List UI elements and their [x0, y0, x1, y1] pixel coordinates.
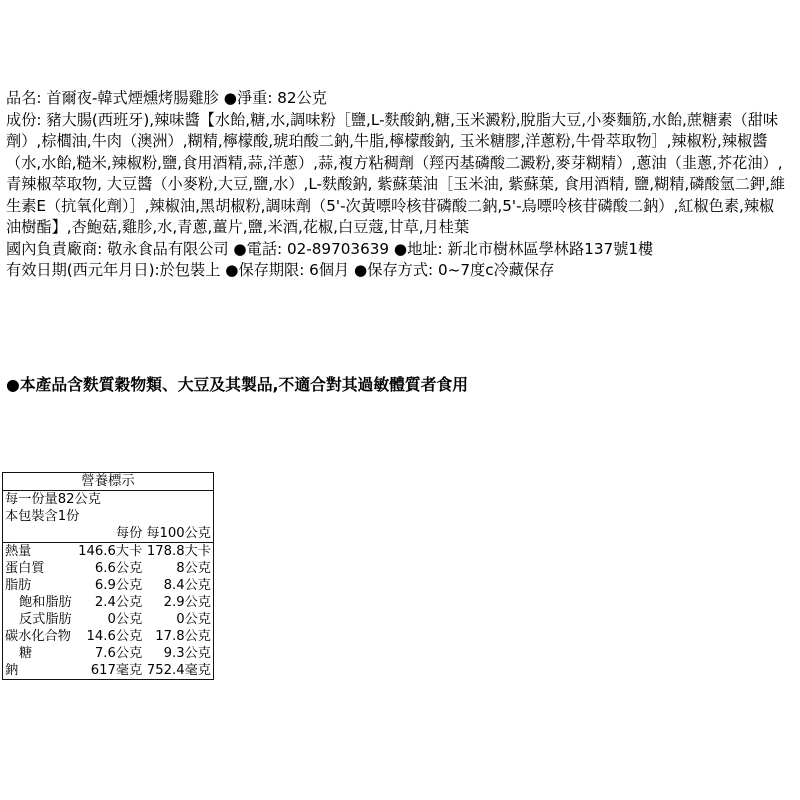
nutrient-per-100g: 178.8大卡: [146, 544, 211, 559]
nutrition-col-per-serving: 每份: [76, 525, 144, 543]
nutrition-col-blank: [3, 525, 76, 543]
nutrient-per-100g: 2.9公克: [163, 595, 211, 610]
servings-per-container: 本包裝含1份: [5, 509, 80, 524]
nutrition-facts-table: [2, 472, 214, 680]
nutrient-label: 鈉: [5, 663, 19, 678]
expiry-storage-line: 有效日期(西元年月日):於包裝上 ●保存期限: 6個月 ●保存方式: 0~7度c冷藏保存: [6, 261, 555, 279]
ingredients-line: 成份: 豬大腸(西班牙),辣味醬【水飴,糖,水,調味粉［鹽,L-麩酸鈉,糖,玉米澱粉,脫脂大豆,小麥麵筋,水飴,蔗糖素（甜味劑）,棕櫚油,牛肉（澳洲）,糊精,檸檬酸,琥珀酸二鈉,牛脂,檸檬酸鈉, 玉米糖膠,洋蔥粉,牛骨萃取物］,辣椒粉,辣椒醬（水,水飴,糙米,辣椒粉,鹽,食用酒精,蒜,洋蔥）,蒜,複方粘稠劑（羥丙基磷酸二澱粉,麥芽糊精）,蔥油（韭蔥,芥花油）,青辣椒萃取物, 大豆醬（小麥粉,大豆,鹽,水）,L-麩酸鈉, 紫蘇葉油［玉米油, 紫蘇葉, 食用酒精, 鹽,糊精,磷酸氫二鉀,維生素E（抗氧化劑）］,辣椒油,黑胡椒粉,調味劑（5'-次黃嘌呤核苷磷酸二鈉,5'-烏嘌呤核苷磷酸二鈉）,紅椒色素,辣椒油樹酯】,杏鮑菇,雞胗,水,青蔥,薑片,鹽,米酒,花椒,白豆蔻,甘草,月桂葉: [6, 110, 786, 236]
nutrient-per-100g: 752.4毫克: [146, 663, 211, 678]
table-row: [3, 662, 213, 679]
nutrient-label: 反式脂肪: [19, 612, 72, 627]
nutrient-label: 飽和脂肪: [19, 595, 72, 610]
nutrient-label: 糖: [19, 646, 33, 661]
table-row: [3, 560, 213, 577]
nutrient-per-serving: 6.6公克: [94, 561, 143, 576]
manufacturer-line: 國內負責廠商: 敬永食品有限公司 ●電話: 02-89703639 ●地址: 新北市樹林區學林路137號1樓: [6, 239, 654, 258]
nutrient-per-serving: 6.9公克: [94, 578, 143, 593]
nutrient-label: 碳水化合物: [5, 629, 71, 644]
nutrient-per-100g: 9.3公克: [163, 646, 211, 661]
nutrient-per-serving: 146.6大卡: [78, 544, 143, 559]
nutrient-label: 蛋白質: [5, 561, 45, 576]
allergen-warning: ●本產品含麩質穀物類、大豆及其製品,不適合對其過敏體質者食用: [6, 375, 469, 394]
table-row: [3, 611, 213, 628]
product-name-line: 品名: 首爾夜-韓式煙燻烤腸雞胗 ●淨重: 82公克: [6, 89, 327, 107]
nutrition-col-per-100g: 每100公克: [146, 526, 211, 541]
nutrient-per-100g: 0公克: [176, 612, 211, 627]
table-row: [3, 594, 213, 611]
table-row: [3, 645, 213, 662]
nutrient-per-serving: 14.6公克: [86, 629, 143, 644]
table-row: [3, 628, 213, 645]
nutrient-per-100g: 17.8公克: [155, 629, 211, 644]
nutrient-label: 熱量: [5, 544, 32, 559]
nutrient-per-serving: 0公克: [107, 612, 143, 627]
nutrient-label: 脂肪: [5, 578, 32, 593]
table-row: [3, 543, 213, 561]
table-row: [3, 577, 213, 594]
nutrient-per-100g: 8.4公克: [163, 578, 211, 593]
nutrition-title: 營養標示: [3, 473, 213, 491]
product-info-block: [6, 88, 786, 282]
nutrient-per-serving: 617毫克: [90, 663, 143, 678]
nutrient-per-serving: 2.4公克: [94, 595, 143, 610]
nutrient-per-serving: 7.6公克: [94, 646, 143, 661]
serving-size: 每一份量82公克: [5, 492, 101, 507]
nutrient-per-100g: 8公克: [176, 561, 211, 576]
